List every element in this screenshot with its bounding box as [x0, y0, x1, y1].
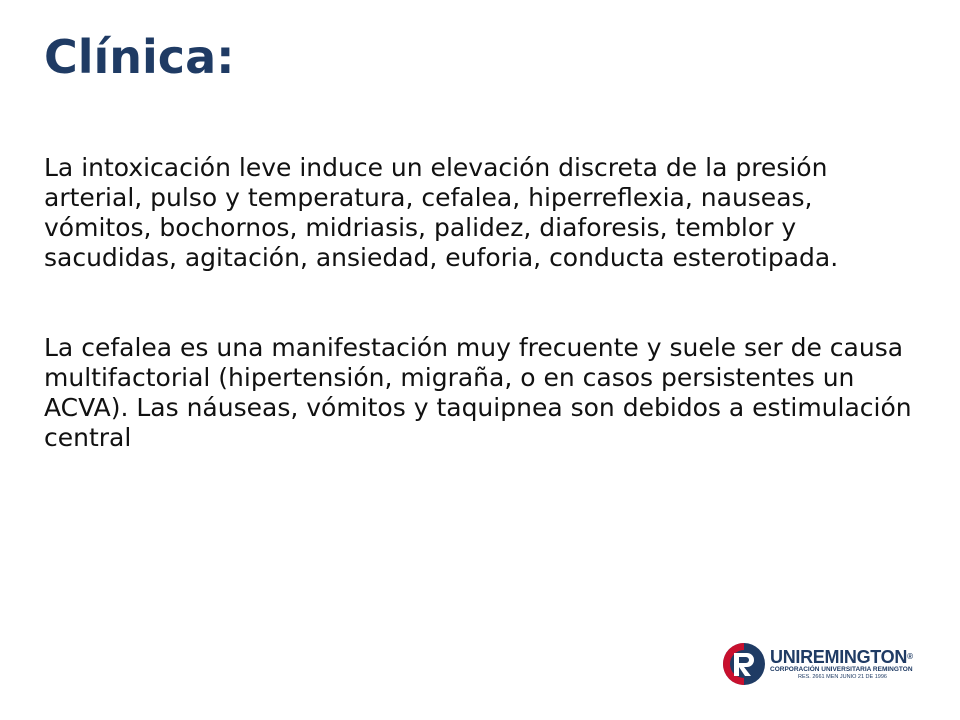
registered-mark: ®: [907, 652, 913, 661]
brand-name: [770, 648, 922, 666]
slide-title: Clínica:: [44, 30, 235, 84]
uniremington-r-emblem-icon: [722, 642, 766, 686]
brand-subtitle: CORPORACIÓN UNIVERSITARIA REMINGTON: [770, 666, 913, 673]
brand-name-text: UNIREMINGTON: [770, 647, 908, 667]
brand-resolution: RES. 2661 MEN JUNIO 21 DE 1996: [798, 674, 887, 680]
slide-body: [44, 153, 924, 453]
logo-text: [770, 648, 922, 681]
uniremington-logo: [722, 640, 922, 692]
paragraph-headache-causes: La cefalea es una manifestación muy frecuente y suele ser de causa multifactorial (hipertensión, migraña, o en casos persistentes un ACVA). Las náuseas, vómitos y taquipnea son debidos a estimulación central: [44, 333, 912, 452]
paragraph-clinical-signs: La intoxicación leve induce un elevación discreta de la presión arterial, pulso y temperatura, cefalea, hiperreflexia, nauseas, vómitos, bochornos, midriasis, palidez, diaforesis, temblor y sacudidas, agitación, ansiedad, euforia, conducta esterotipada.: [44, 153, 839, 272]
